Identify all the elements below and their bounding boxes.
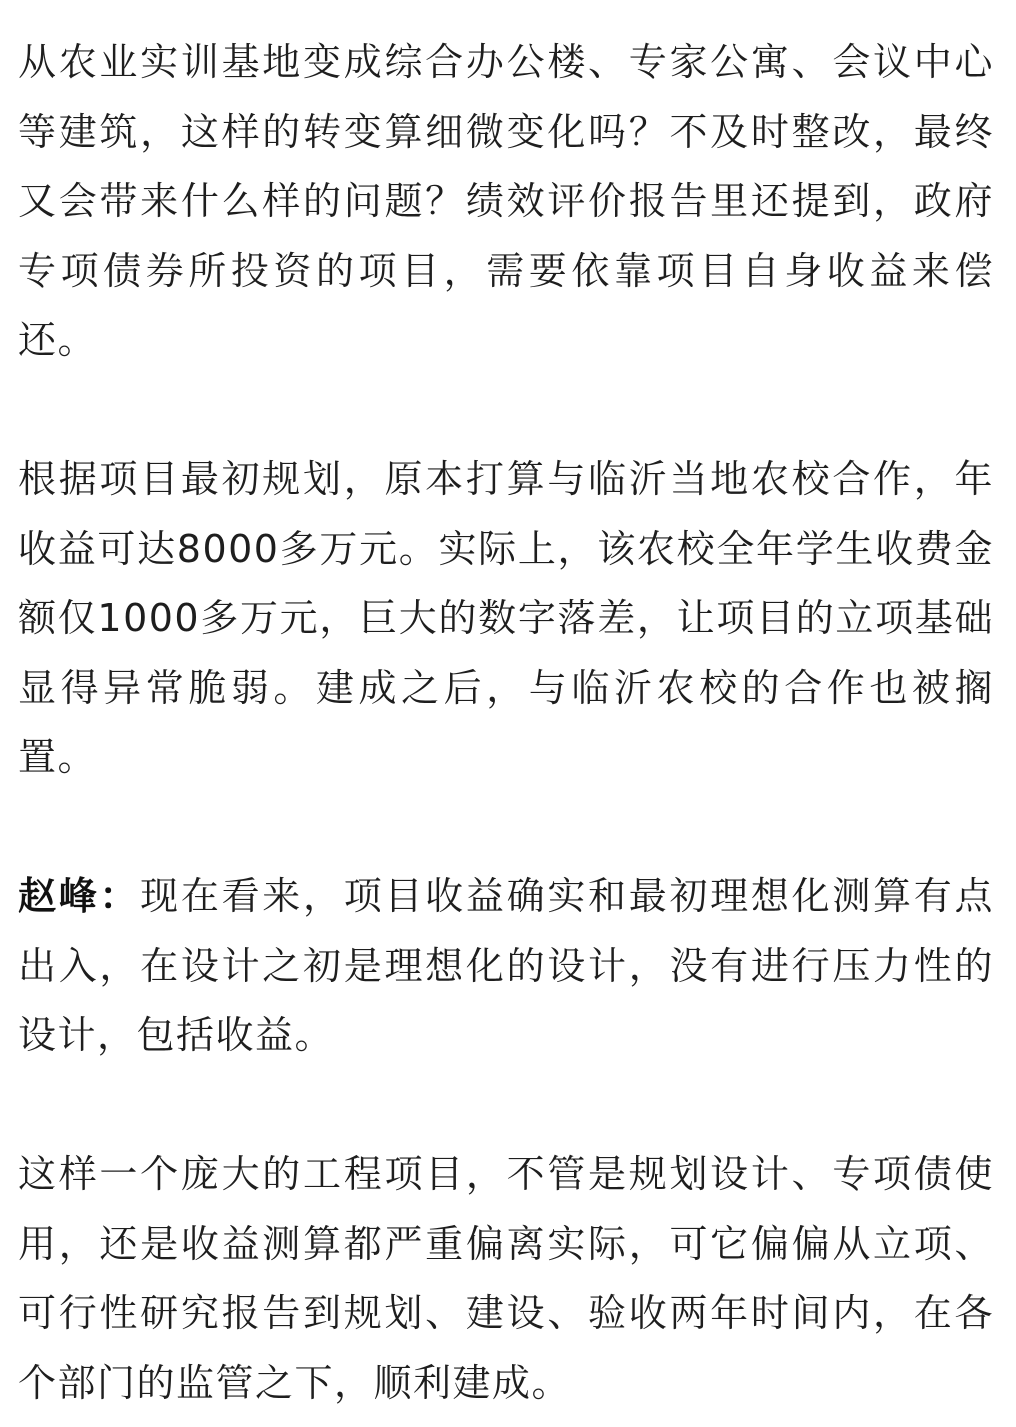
paragraph-2: 根据项目最初规划，原本打算与临沂当地农校合作，年收益可达8000多万元。实际上，该农校全年学生收费金额仅1000多万元，巨大的数字落差，让项目的立项基础显得异常脆弱。建成之后，与临沂农校的合作也被搁置。 [18, 457, 994, 779]
paragraph-4: 这样一个庞大的工程项目，不管是规划设计、专项债使用，还是收益测算都严重偏离实际，可它偏偏从立项、可行性研究报告到规划、建设、验收两年时间内，在各个部门的监管之下，顺利建成。 [18, 1152, 994, 1405]
paragraph-3 [18, 862, 994, 1071]
speaker-name: 赵峰： [18, 874, 141, 918]
paragraph-1: 从农业实训基地变成综合办公楼、专家公寓、会议中心等建筑，这样的转变算细微变化吗？不及时整改，最终又会带来什么样的问题？绩效评价报告里还提到，政府专项债券所投资的项目，需要依靠项目自身收益来偿还。 [18, 40, 994, 362]
quote-text: 现在看来，项目收益确实和最初理想化测算有点出入，在设计之初是理想化的设计，没有进行压力性的设计，包括收益。 [18, 874, 994, 1057]
article-body [18, 28, 994, 1418]
